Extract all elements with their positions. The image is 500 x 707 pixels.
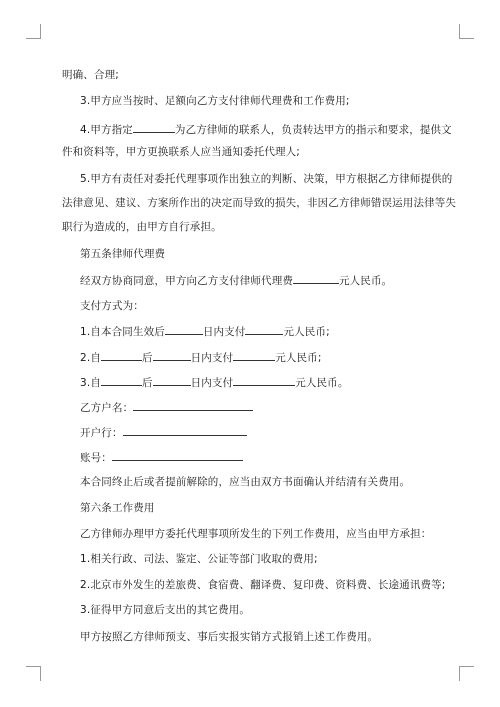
text-run: 3.自 [80, 377, 101, 389]
text-run: 4.甲方指定 [80, 124, 133, 136]
text-run: 元人民币。 [295, 377, 349, 389]
crop-mark-bottom-left [26, 666, 41, 681]
clause-3: 3.甲方应当按时、足额向乙方支付律师代理费和工作费用; [80, 95, 350, 107]
fill-blank-amount [233, 375, 295, 386]
text-run: 元人民币; [283, 326, 330, 338]
expense-item-2: 2.北京市外发生的差旅费、食宿费、翻译费、复印费、资料费、长途通讯费等; [80, 579, 446, 591]
account-name-field [80, 400, 253, 415]
text-run: 日内支付 [202, 326, 246, 338]
fill-blank-account-name [133, 400, 253, 411]
fill-blank-account-number [112, 450, 243, 461]
settlement-clause: 本合同终止后或者提前解除的，应当由双方书面确认并结清有关费用。 [80, 476, 411, 488]
text-run: 后 [141, 352, 153, 364]
text-run: 为乙方律师的联系人，负责转达甲方的指示和要求，提供文 [174, 124, 452, 136]
crop-mark-top-right [459, 24, 474, 39]
fill-blank-contact [133, 122, 175, 133]
fill-blank-date [101, 375, 142, 386]
payment-item-3 [80, 375, 348, 390]
text-run: 元人民币。 [339, 275, 393, 287]
text-run: 经双方协商同意，甲方向乙方支付律师代理费 [80, 275, 293, 287]
text-run: 元人民币; [275, 352, 322, 364]
fill-blank-amount [245, 324, 283, 335]
fill-blank-date [101, 350, 142, 361]
fill-blank-days [153, 375, 191, 386]
expenses-intro: 乙方律师办理甲方委托代理事项所发生的下列工作费用，应当由甲方承担： [80, 528, 432, 540]
paragraph-line: 明确、合理; [62, 69, 119, 81]
fill-blank-days [165, 324, 203, 335]
payment-item-1 [80, 324, 330, 339]
text-run: 1.自本合同生效后 [80, 326, 165, 338]
text-run: 后 [141, 377, 153, 389]
text-run: 日内支付 [190, 352, 234, 364]
account-number-field [80, 450, 243, 465]
clause-5-line-2: 法律意见、建议、方案所作出的决定而导致的损失，非因乙方律师错误运用法律等失 [62, 197, 457, 209]
field-label: 账号： [80, 452, 112, 464]
fill-blank-fee [293, 273, 339, 284]
clause-4-line-2: 件和资料等，甲方更换联系人应当通知委托代理人; [62, 146, 300, 158]
text-run: 日内支付 [190, 377, 234, 389]
crop-mark-bottom-right [459, 666, 474, 681]
fill-blank-amount [233, 350, 275, 361]
field-label: 开户行： [80, 427, 123, 439]
expense-item-1: 1.相关行政、司法、鉴定、公证等部门收取的费用; [80, 553, 318, 565]
clause-5-line-1: 5.甲方有责任对委托代理事项作出独立的判断、决策，甲方根据乙方律师提供的 [80, 173, 453, 185]
section-heading-6: 第六条工作费用 [80, 502, 155, 514]
clause-4-line-1 [80, 122, 452, 137]
bank-field [80, 425, 247, 440]
fee-agreement [80, 273, 392, 288]
fill-blank-days [153, 350, 191, 361]
reimbursement-clause: 甲方按照乙方律师预支、事后实报实销方式报销上述工作费用。 [80, 631, 379, 643]
text-run: 2.自 [80, 352, 101, 364]
crop-mark-top-left [26, 24, 41, 39]
clause-5-line-3: 职行为造成的，由甲方自行承担。 [62, 221, 222, 233]
payment-item-2 [80, 350, 322, 365]
payment-method-label: 支付方式为： [80, 300, 144, 312]
section-heading-5: 第五条律师代理费 [80, 248, 166, 260]
field-label: 乙方户名： [80, 402, 134, 414]
fill-blank-bank [123, 425, 247, 436]
expense-item-3: 3.征得甲方同意后支出的其它费用。 [80, 604, 251, 616]
